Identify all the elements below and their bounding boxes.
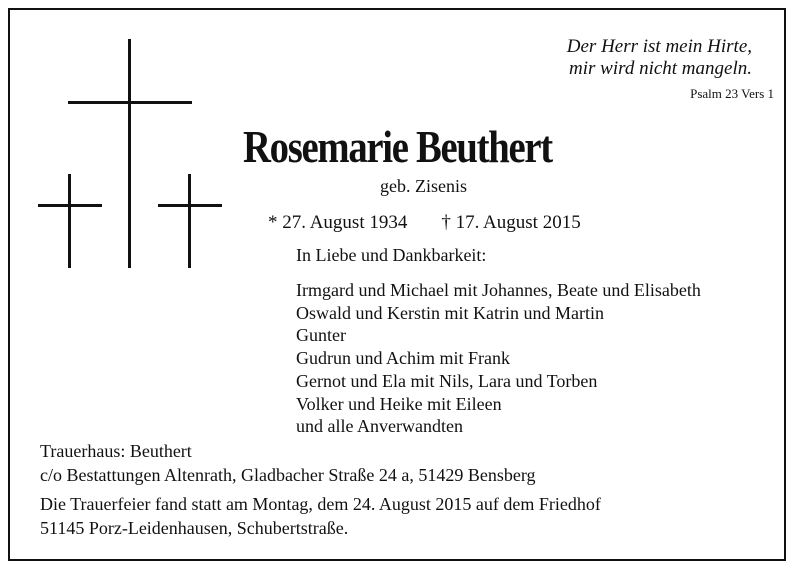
ceremony-location: 51145 Porz-Leidenhausen, Schubertstraße. (40, 518, 349, 538)
list-item: Gudrun und Achim mit Frank (296, 348, 510, 369)
psalm-line: mir wird nicht mangeln. (569, 58, 752, 79)
mourning-house-address: c/o Bestattungen Altenrath, Gladbacher Straße 24 a, 51429 Bensberg (40, 465, 536, 485)
psalm-line: Der Herr ist mein Hirte, (566, 36, 752, 57)
psalm-verse (567, 36, 752, 80)
deceased-name: Rosemarie Beuthert (243, 122, 552, 172)
list-item: Volker und Heike mit Eileen (296, 393, 502, 414)
list-item: Gunter (296, 325, 346, 346)
mourners-list (296, 279, 701, 438)
list-item: Oswald und Kerstin mit Katrin und Martin (296, 302, 604, 323)
psalm-reference: Psalm 23 Vers 1 (690, 86, 774, 101)
birth-date: * 27. August 1934 (268, 212, 408, 233)
life-dates (268, 212, 615, 234)
ceremony-info: Die Trauerfeier fand statt am Montag, dem 24. August 2015 auf dem Friedhof (40, 494, 601, 514)
death-date: † 17. August 2015 (441, 212, 581, 233)
mourning-house: Trauerhaus: Beuthert (40, 441, 192, 461)
dedication-text: In Liebe und Dankbarkeit: (296, 245, 487, 265)
list-item: Gernot und Ela mit Nils, Lara und Torben (296, 370, 598, 391)
birth-name: geb. Zisenis (380, 176, 467, 196)
list-item: und alle Anverwandten (296, 416, 463, 437)
list-item: Irmgard und Michael mit Johannes, Beate und Elisabeth (296, 280, 701, 300)
